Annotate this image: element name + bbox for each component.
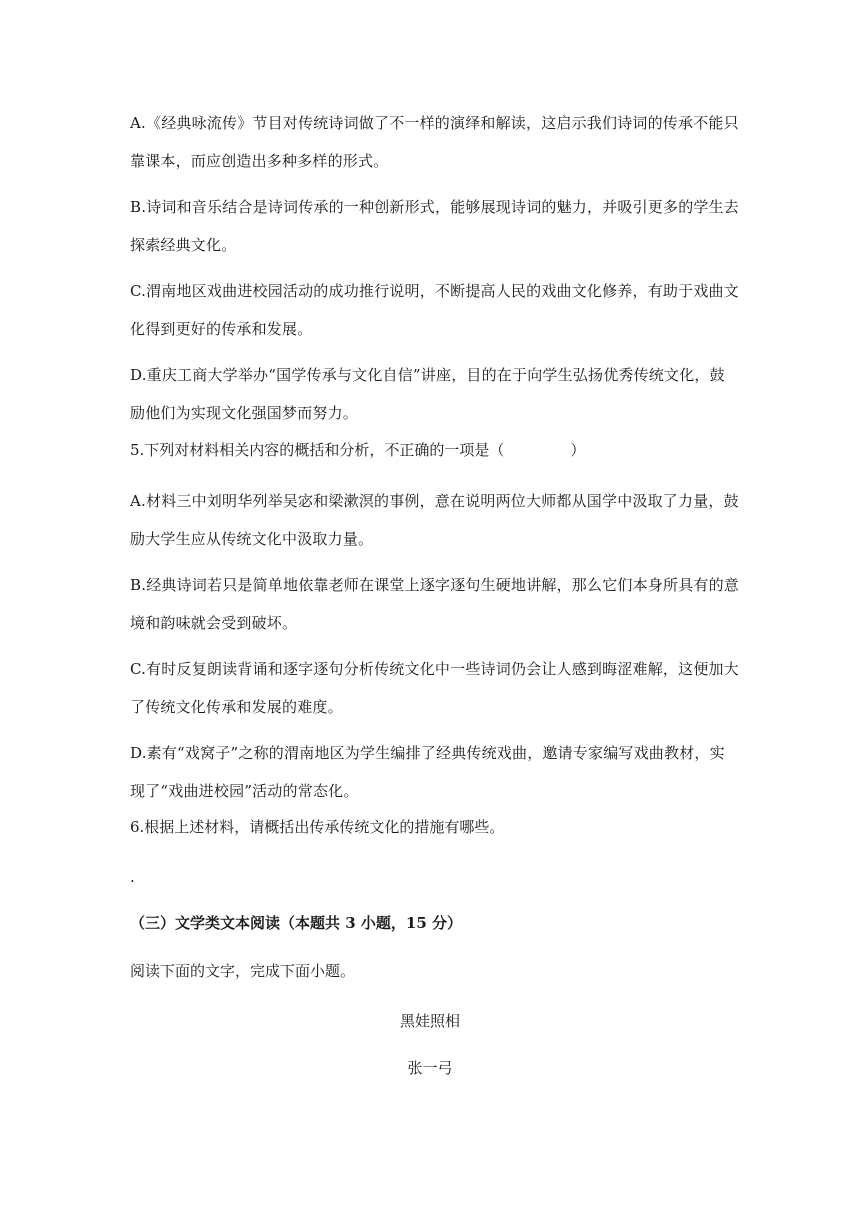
q5-option-d-line2: 现了“戏曲进校园”活动的常态化。 — [130, 782, 359, 800]
passage-author: 张一弓 — [407, 1059, 453, 1077]
q5-stem-text: 5.下列对材料相关内容的概括和分析，不正确的一项是（ — [130, 441, 505, 459]
q6-stem: 6.根据上述材料，请概括出传承传统文化的措施有哪些。 — [130, 818, 505, 836]
q4-option-c-line1: C.渭南地区戏曲进校园活动的成功推行说明，不断提高人民的戏曲文化修养，有助于戏曲文 — [130, 282, 739, 300]
q5-option-c — [130, 650, 739, 726]
q6-answer-area[interactable]: . — [130, 868, 135, 886]
q4-option-d — [130, 356, 730, 432]
q5-option-d-line1: D.素有“戏窝子”之称的渭南地区为学生编排了经典传统戏曲，邀请专家编写戏曲教材，实 — [130, 744, 725, 762]
q5-option-b-line1: B.经典诗词若只是简单地依靠老师在课堂上逐字逐句生硬地讲解，那么它们本身所具有的意 — [130, 576, 739, 594]
q4-option-d-line2: 励他们为实现文化强国梦而努力。 — [130, 404, 359, 422]
q5-option-c-line1: C.有时反复朗读背诵和逐字逐句分析传统文化中一些诗词仍会让人感到晦涩难解，这便加大 — [130, 660, 739, 678]
reading-instruction: 阅读下面的文字，完成下面小题。 — [130, 962, 356, 980]
q4-option-a — [130, 104, 739, 180]
q5-stem — [130, 439, 585, 461]
q4-option-c-line2: 化得到更好的传承和发展。 — [130, 320, 313, 338]
q5-option-a-line1: A.材料三中刘明华列举吴宓和梁漱溟的事例，意在说明两位大师都从国学中汲取了力量，鼓 — [130, 492, 739, 510]
q5-option-d — [130, 734, 730, 810]
q5-option-c-line2: 了传统文化传承和发展的难度。 — [130, 698, 343, 716]
q4-option-a-line2: 靠课本，而应创造出多种多样的形式。 — [130, 152, 389, 170]
q4-option-b — [130, 188, 739, 264]
q5-option-b-line2: 境和韵味就会受到破坏。 — [130, 614, 298, 632]
q5-option-a — [130, 482, 739, 558]
q4-option-b-line1: B.诗词和音乐结合是诗词传承的一种创新形式，能够展现诗词的魅力，并吸引更多的学生去 — [130, 198, 739, 216]
q5-stem-close: ） — [570, 441, 586, 459]
q5-option-a-line2: 励大学生应从传统文化中汲取力量。 — [130, 530, 374, 548]
q4-option-d-line1: D.重庆工商大学举办“国学传承与文化自信”讲座，目的在于向学生弘扬优秀传统文化，鼓 — [130, 366, 725, 384]
q4-option-b-line2: 探索经典文化。 — [130, 236, 237, 254]
section-heading: （三）文学类文本阅读（本题共 3 小题，15 分） — [130, 914, 462, 932]
q4-option-a-line1: A.《经典咏流传》节目对传统诗词做了不一样的演绎和解读，这启示我们诗词的传承不能只 — [130, 114, 739, 132]
q4-option-c — [130, 272, 739, 348]
q5-option-b — [130, 566, 739, 642]
passage-title: 黑娃照相 — [399, 1012, 460, 1030]
